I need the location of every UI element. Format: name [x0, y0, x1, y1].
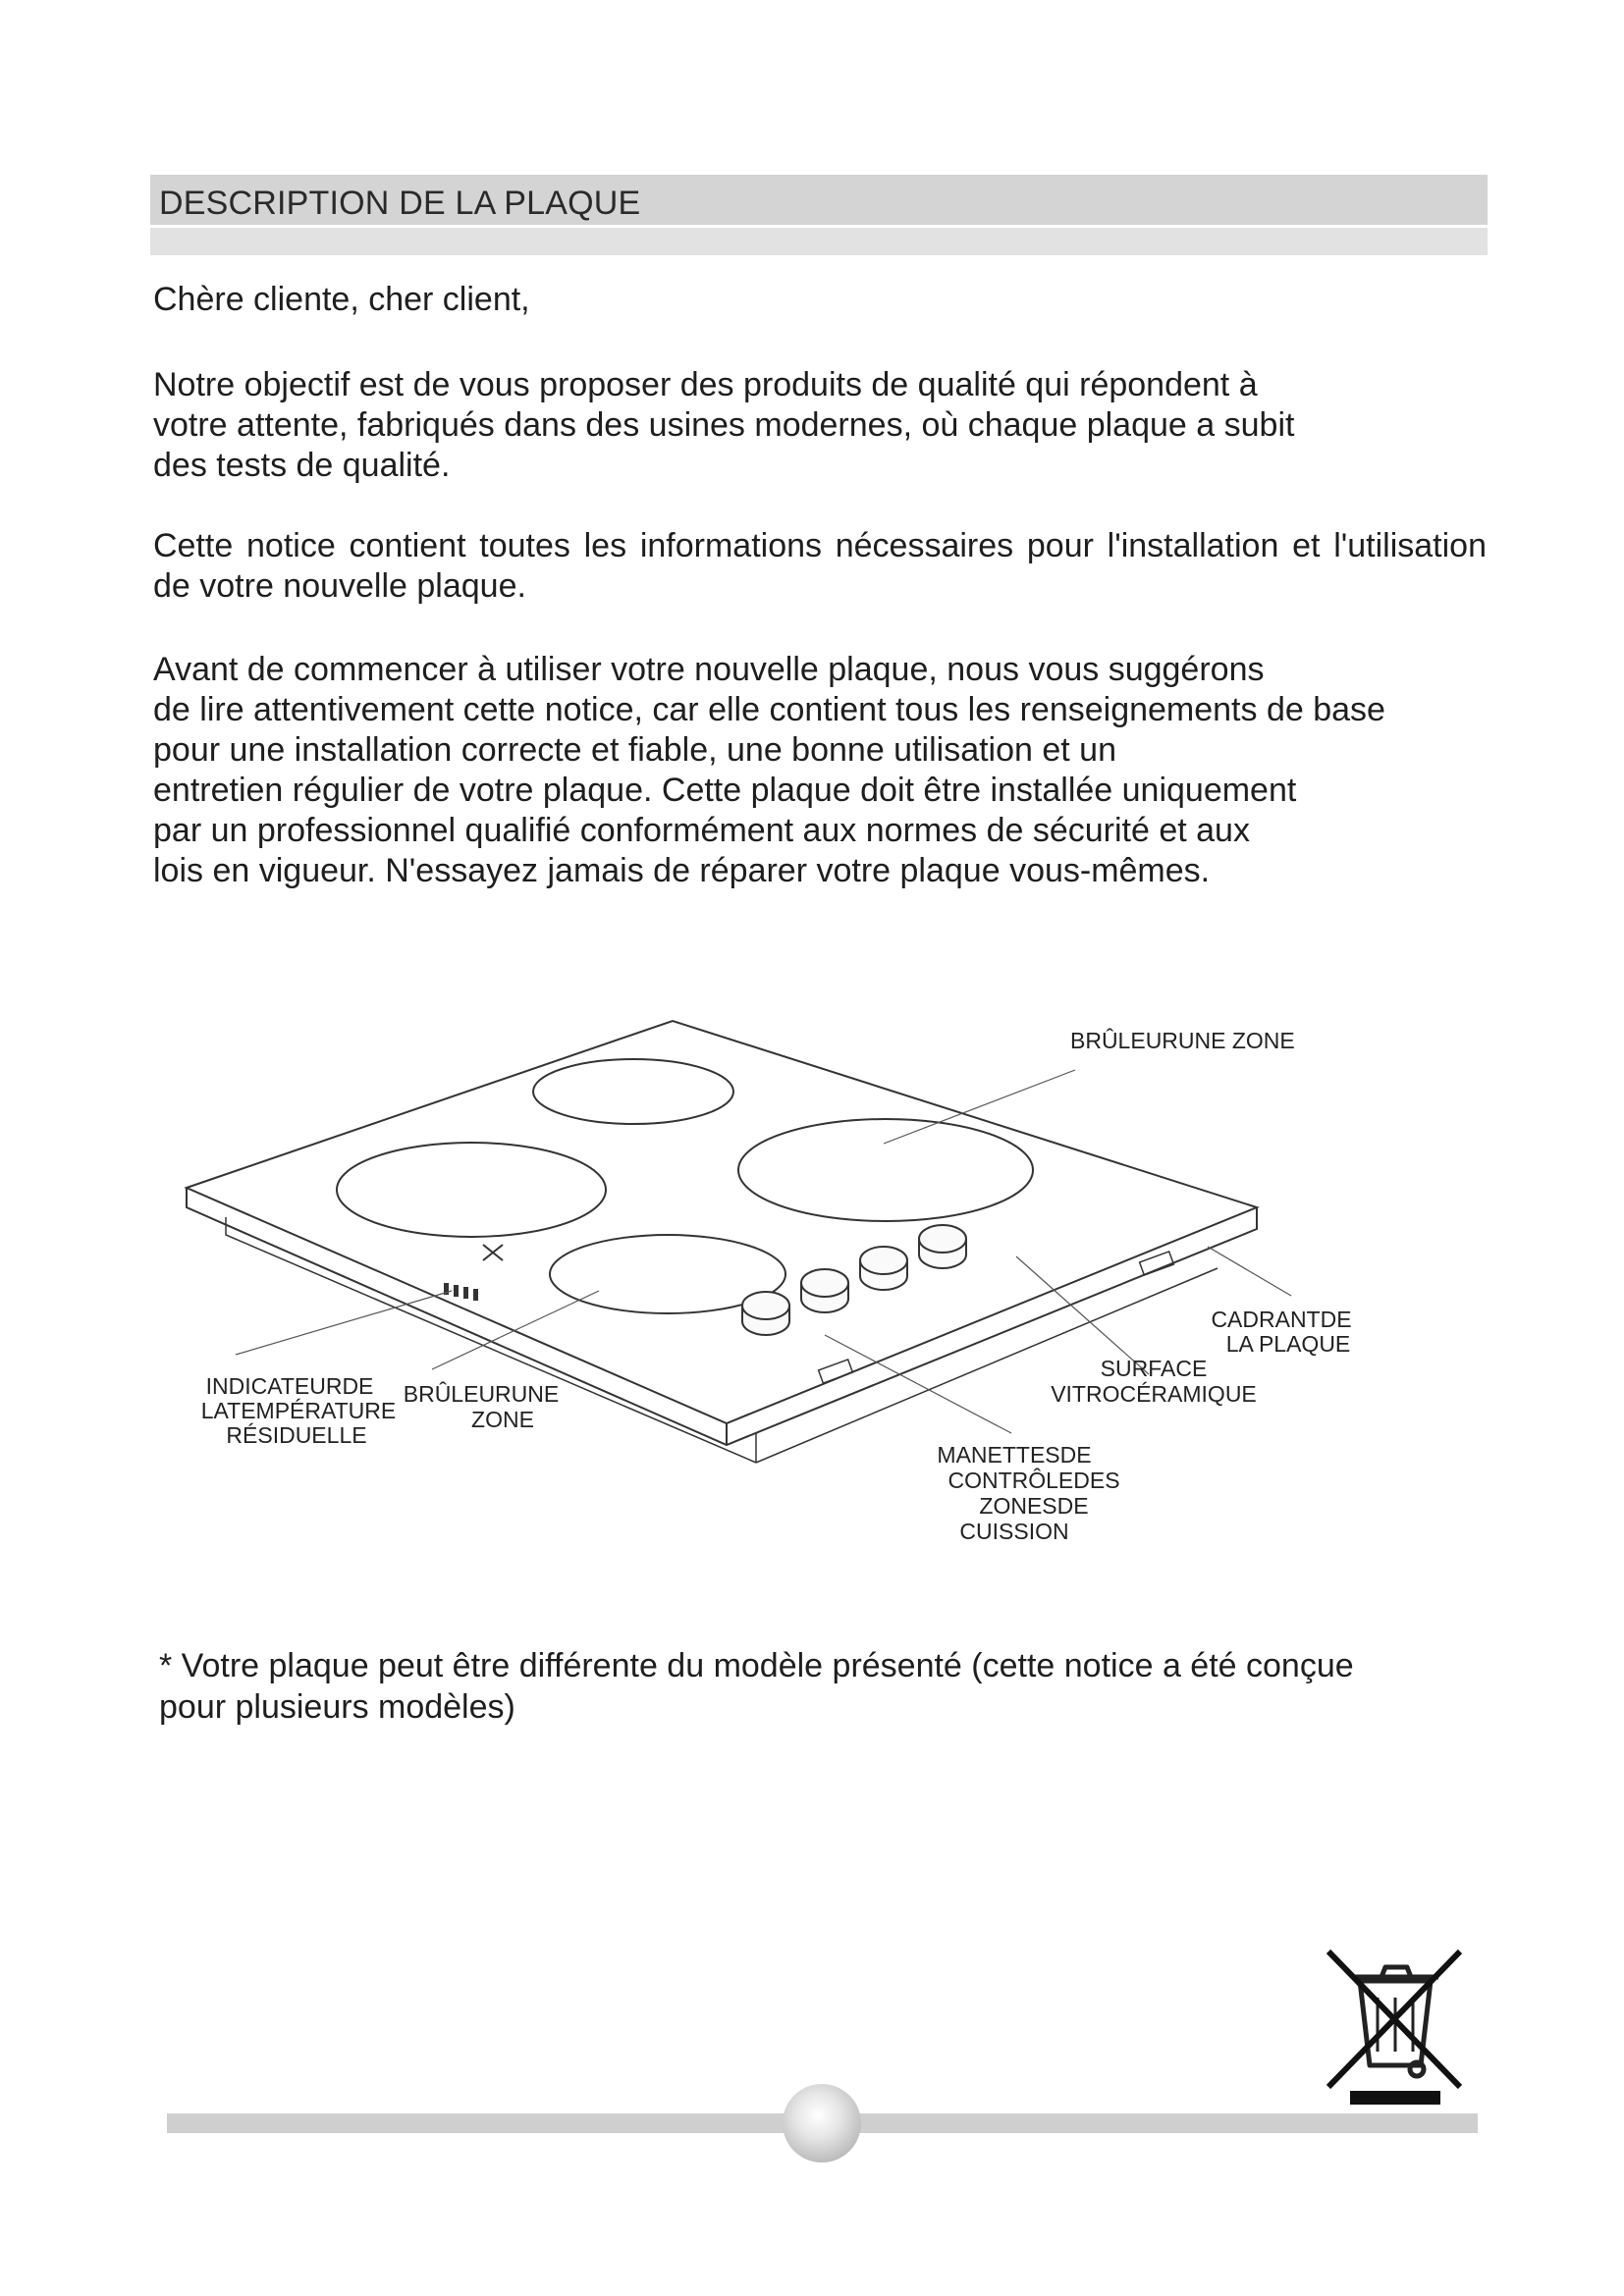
- weee-bin-icon: [1321, 1944, 1468, 2110]
- knob-2: [801, 1269, 848, 1312]
- diagram-labels: [201, 1027, 1352, 1544]
- burner-rear-small: [533, 1059, 733, 1124]
- paragraph-notice-contents: Cette notice contient toutes les informations nécessaires pour l'installation et l'utilisation de votre nouvelle plaque.: [153, 527, 1487, 605]
- text-line: votre attente, fabriqués dans des usines modernes, où chaque plaque a subit: [153, 406, 1295, 444]
- label-indicator-2: LATEMPÉRATURE: [200, 1398, 397, 1423]
- burner-left-large: [337, 1143, 606, 1237]
- label-burner-front-2: ZONE: [471, 1407, 534, 1432]
- text-line: des tests de qualité.: [153, 447, 451, 484]
- label-indicator-3: RÉSIDUELLE: [226, 1422, 367, 1448]
- text-line: de lire attentivement cette notice, car elle contient tous les renseignements de base: [153, 691, 1385, 728]
- label-panel-dial-2: LA PLAQUE: [1225, 1331, 1351, 1357]
- label-indicator-1: INDICATEURDE: [205, 1373, 374, 1399]
- knob-4: [919, 1225, 966, 1268]
- footnote-line: pour plusieurs modèles): [159, 1688, 515, 1726]
- label-burner-top: BRÛLEURUNE ZONE: [1070, 1028, 1295, 1053]
- text-line: entretien régulier de votre plaque. Cette plaque doit être installée uniquement: [153, 772, 1297, 809]
- label-panel-dial-1: CADRANTDE: [1211, 1307, 1352, 1332]
- text-line: pour une installation correcte et fiable, une bonne utilisation et un: [153, 731, 1116, 769]
- label-knobs-4: CUISSION: [959, 1519, 1069, 1544]
- zone-cross-mark: [483, 1245, 503, 1260]
- section-title: DESCRIPTION DE LA PLAQUE: [159, 185, 641, 222]
- paragraph-before-use: [153, 650, 1385, 891]
- hob-glass-top: [187, 1021, 1257, 1423]
- burner-right-large: [738, 1119, 1033, 1221]
- paragraph-objective: [153, 365, 1294, 486]
- text-line: par un professionnel qualifié conformément aux normes de sécurité et aux: [153, 812, 1250, 849]
- greeting: Chère cliente, cher client,: [153, 281, 530, 318]
- knob-3: [860, 1247, 907, 1290]
- label-knobs-3: ZONESDE: [979, 1493, 1089, 1519]
- footnote-line: * Votre plaque peut être différente du modèle présenté (cette notice a été conçue: [159, 1647, 1354, 1684]
- label-knobs-1: MANETTESDE: [937, 1442, 1092, 1468]
- section-header-underbar: [150, 228, 1488, 255]
- knob-1: [742, 1292, 789, 1335]
- label-surface-1: SURFACE: [1100, 1356, 1208, 1381]
- label-knobs-2: CONTRÔLEDES: [947, 1468, 1120, 1493]
- footnote: [159, 1645, 1354, 1728]
- label-surface-2: VITROCÉRAMIQUE: [1051, 1381, 1257, 1407]
- text-line: Avant de commencer à utiliser votre nouvelle plaque, nous vous suggérons: [153, 651, 1265, 688]
- text-line: Notre objectif est de vous proposer des produits de qualité qui répondent à: [153, 366, 1258, 403]
- label-burner-front-1: BRÛLEURUNE: [403, 1381, 560, 1407]
- control-knobs: [742, 1225, 966, 1335]
- text-line: lois en vigueur. N'essayez jamais de réparer votre plaque vous-mêmes.: [153, 852, 1211, 889]
- hob-diagram: [147, 1011, 1522, 1600]
- page-number-disc-icon: [783, 2084, 861, 2163]
